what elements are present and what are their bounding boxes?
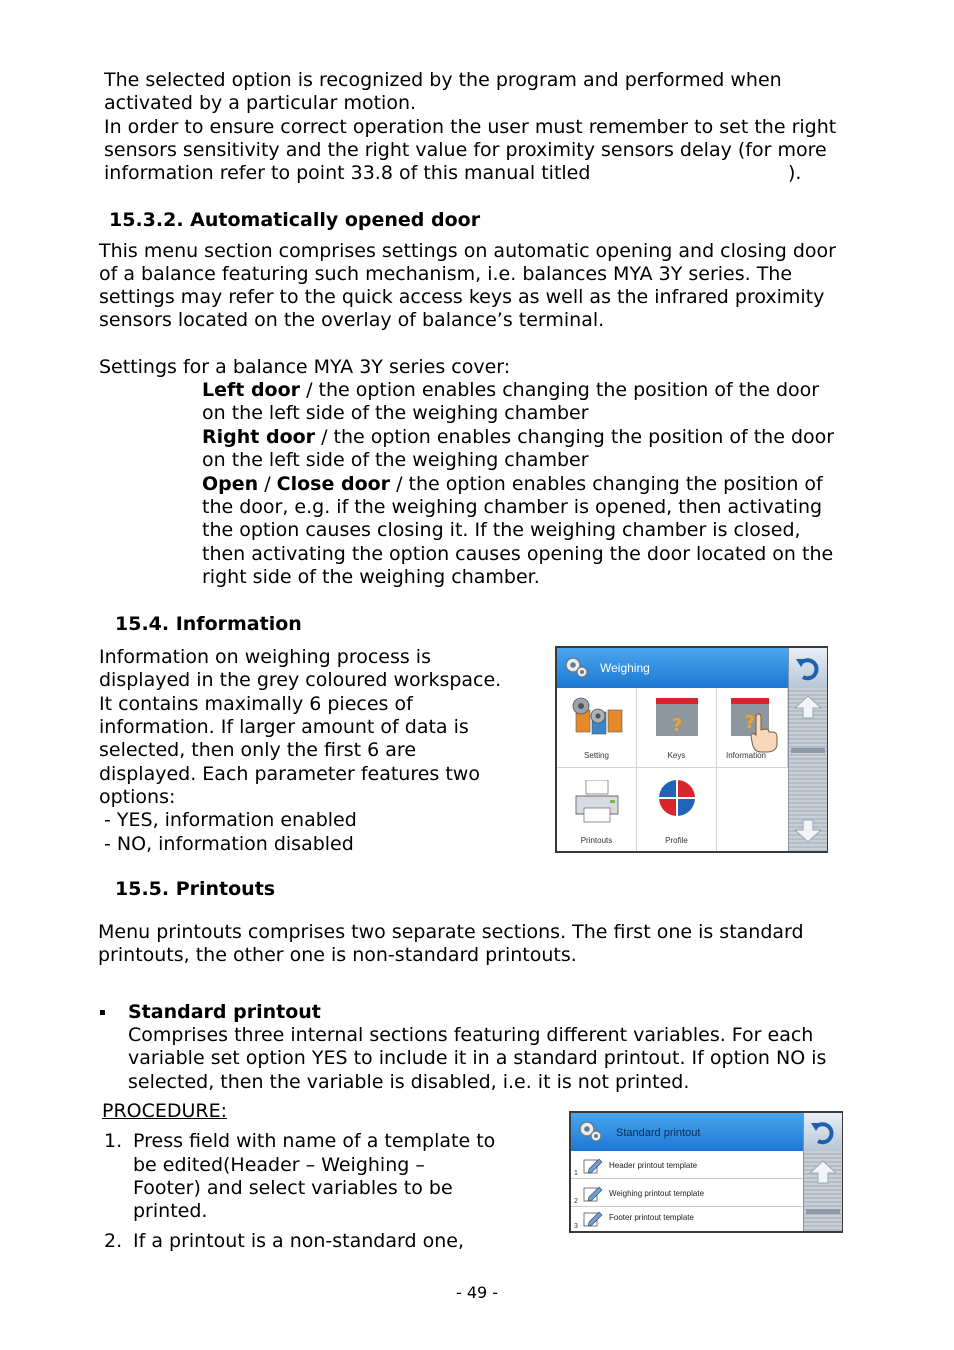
sec154-option-no: - NO, information disabled	[104, 833, 354, 855]
weighing-title-bar	[557, 648, 788, 688]
settings-gear-icon	[577, 1119, 603, 1143]
scroll-bar[interactable]	[788, 688, 827, 851]
profile-icon	[658, 779, 696, 817]
open-close-line-3: the option causes closing it. If the weighing chamber is closed,	[202, 519, 801, 541]
sec154-line-5: selected, then only the first 6 are	[99, 739, 417, 761]
section-heading-15-5: 15.5. Printouts	[115, 878, 276, 900]
sec155-p1-line-1: Menu printouts comprises two separate sections. The first one is standard	[98, 921, 804, 943]
sec154-line-1: Information on weighing process is	[99, 646, 431, 668]
menu-tile-setting[interactable]	[557, 688, 637, 768]
svg-text:?: ?	[671, 715, 683, 736]
intro-line-1: The selected option is recognized by the program and performed when	[104, 69, 782, 91]
scroll-separator	[806, 1209, 840, 1214]
step-1-number: 1.	[104, 1130, 123, 1152]
back-button[interactable]	[788, 648, 827, 688]
right-door-line-1	[202, 426, 834, 449]
section-heading-15-4: 15.4. Information	[115, 613, 302, 635]
scroll-up-icon[interactable]	[793, 694, 823, 720]
standard-printout-line-3: selected, then the variable is disabled, i.e. it is not printed.	[128, 1071, 690, 1093]
settings-gear-icon	[563, 655, 589, 679]
standard-printout-screenshot	[569, 1111, 843, 1233]
template-row-footer[interactable]	[571, 1207, 803, 1231]
sec154-line-6: displayed. Each parameter features two	[99, 763, 480, 785]
step-1-line-3: Footer) and select variables to be	[133, 1177, 453, 1199]
row-number-2: 2	[574, 1198, 578, 1205]
setting-icon	[568, 696, 624, 744]
menu-grid	[557, 688, 788, 851]
standard-printout-title: Standard printout	[128, 1001, 321, 1023]
information-label: Information	[725, 751, 767, 760]
open-close-line-4: then activating the option causes opening the door located on the	[202, 543, 834, 565]
setting-label: Setting	[584, 751, 609, 760]
scroll-up-icon[interactable]	[808, 1159, 838, 1185]
keys-label: Keys	[667, 751, 686, 760]
right-door-desc: / the option enables changing the position of the door	[315, 426, 835, 448]
printer-icon	[572, 780, 622, 824]
left-door-desc: / the option enables changing the position of the door	[300, 379, 820, 401]
step-1-line-4: printed.	[133, 1200, 208, 1222]
menu-tile-keys[interactable]	[637, 688, 717, 768]
intro-line-4: sensors sensitivity and the right value for proximity sensors delay (for more	[104, 139, 827, 161]
weighing-menu-screenshot	[555, 646, 828, 853]
back-button[interactable]	[803, 1113, 842, 1151]
scroll-separator	[791, 748, 825, 753]
step-1-line-1: Press field with name of a template to	[133, 1130, 496, 1152]
page-number: - 49 -	[455, 1283, 499, 1302]
row-number-1: 1	[574, 1170, 578, 1177]
left-door-line-2: on the left side of the weighing chamber	[202, 402, 589, 424]
template-row-weighing[interactable]	[571, 1181, 803, 1207]
sec154-line-2: displayed in the grey coloured workspace.	[99, 669, 502, 691]
bullet-marker	[100, 1010, 105, 1015]
weighing-title: Weighing	[600, 661, 650, 675]
back-arrow-icon	[809, 1118, 837, 1146]
sec154-option-yes: - YES, information enabled	[104, 809, 357, 831]
sec1532-p1-line-1: This menu section comprises settings on automatic opening and closing door	[99, 240, 836, 262]
procedure-label: PROCEDURE:	[102, 1100, 228, 1122]
menu-tile-profile[interactable]	[637, 768, 717, 851]
header-template-label: Header printout template	[609, 1161, 698, 1170]
intro-line-2: activated by a particular motion.	[104, 92, 417, 114]
left-door-term: Left door	[202, 379, 301, 401]
open-close-line-2: the door, e.g. if the weighing chamber is opened, then activating	[202, 496, 823, 518]
close-door-term: Close door	[276, 473, 391, 495]
open-term: Open	[202, 473, 259, 495]
printouts-label: Printouts	[580, 836, 613, 845]
svg-text:?: ?	[744, 712, 756, 733]
intro-line-5: information refer to point 33.8 of this manual titled	[104, 162, 591, 184]
intro-line-3: In order to ensure correct operation the user must remember to set the right	[104, 116, 837, 138]
menu-tile-printouts[interactable]	[557, 768, 637, 851]
edit-template-icon	[583, 1158, 603, 1174]
standard-printout-line-2: variable set option YES to include it in a standard printout. If option NO is	[128, 1047, 827, 1069]
left-door-line-1	[202, 379, 819, 402]
intro-line-5-end: ).	[788, 162, 802, 184]
open-close-sep: /	[258, 473, 277, 495]
standard-printout-title: Standard printout	[616, 1127, 701, 1139]
right-door-line-2: on the left side of the weighing chamber	[202, 449, 589, 471]
open-close-line-1	[202, 473, 823, 496]
menu-tile-information[interactable]	[717, 688, 788, 768]
weighing-template-label: Weighing printout template	[609, 1189, 705, 1198]
sec154-line-7: options:	[99, 786, 176, 808]
sec1532-p2: Settings for a balance MYA 3Y series cover:	[99, 356, 511, 378]
row-number-3: 3	[574, 1223, 578, 1230]
sec155-p1-line-2: printouts, the other one is non-standard printouts.	[98, 944, 577, 966]
step-2-number: 2.	[104, 1230, 123, 1252]
back-arrow-icon	[794, 654, 822, 682]
sec1532-p1-line-4: sensors located on the overlay of balance’s terminal.	[99, 309, 605, 331]
step-2-line-1: If a printout is a non-standard one,	[133, 1230, 464, 1252]
profile-label: Profile	[665, 836, 688, 845]
standard-printout-line-1: Comprises three internal sections featuring different variables. For each	[128, 1024, 814, 1046]
sec1532-p1-line-2: of a balance featuring such mechanism, i.e. balances MYA 3Y series. The	[99, 263, 793, 285]
standard-printout-title-bar	[571, 1113, 803, 1151]
open-close-line-5: right side of the weighing chamber.	[202, 566, 540, 588]
edit-template-icon	[583, 1211, 603, 1227]
template-row-header[interactable]	[571, 1153, 803, 1179]
scroll-bar[interactable]	[803, 1151, 842, 1231]
section-heading-15-3-2: 15.3.2. Automatically opened door	[109, 209, 481, 231]
sec1532-p1-line-3: settings may refer to the quick access keys as well as the infrared proximity	[99, 286, 825, 308]
pointing-hand-icon	[749, 712, 779, 754]
edit-template-icon	[583, 1186, 603, 1202]
sec154-line-3: It contains maximally 6 pieces of	[99, 693, 413, 715]
right-door-term: Right door	[202, 426, 316, 448]
scroll-down-icon[interactable]	[793, 818, 823, 844]
step-1-line-2: be edited(Header – Weighing –	[133, 1154, 425, 1176]
open-close-desc: / the option enables changing the position of	[390, 473, 823, 495]
sec154-line-4: information. If larger amount of data is	[99, 716, 469, 738]
footer-template-label: Footer printout template	[609, 1213, 694, 1222]
keys-icon	[656, 698, 700, 742]
